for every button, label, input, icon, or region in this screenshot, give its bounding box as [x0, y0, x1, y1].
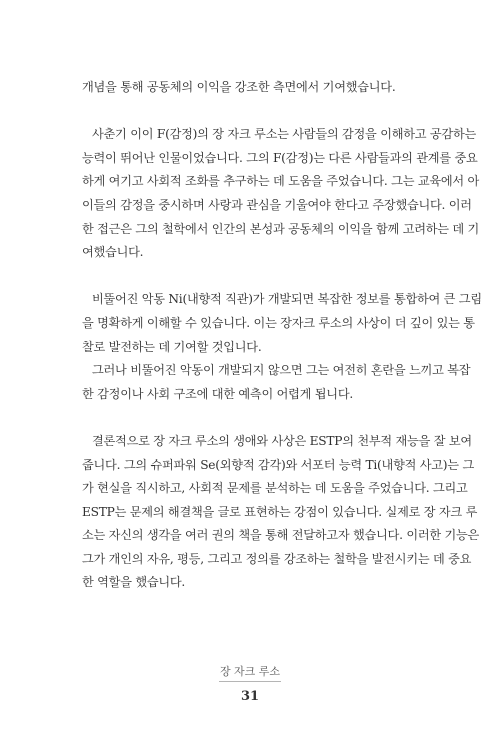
text-line: 결론적으로 장 자크 루소의 생애와 사상은 ESTP의 천부적 재능을 잘 보여 [92, 433, 472, 448]
text-line: 그가 개인의 자유, 평등, 그리고 정의를 강조하는 철학을 발전시키는 데 중요 [82, 551, 472, 566]
text-line: 개념을 통해 공동체의 이익을 강조한 측면에서 기여했습니다. [82, 80, 396, 94]
text-line: 가 현실을 직시하고, 사회적 문제를 분석하는 데 도움을 주었습니다. 그리고 [82, 481, 468, 496]
paragraph-gap [82, 100, 430, 124]
text-line: 한 감정이나 사회 구조에 대한 예측이 어렵게 됩니다. [82, 386, 353, 401]
paragraph [82, 123, 480, 265]
paragraph-gap [82, 406, 430, 430]
text-line: 비뚤어진 악동 Ni(내향적 직관)가 개발되면 복잡한 정보를 통합하여 큰 그림 [92, 292, 482, 307]
running-title: 장 자크 루소 [219, 665, 281, 678]
body-text [82, 76, 482, 595]
text-line: 줍니다. 그의 슈퍼파워 Se(외향적 감각)와 서포터 능력 Ti(내향적 사고)는 그 [82, 457, 474, 472]
text-line: 한 접근은 그의 철학에서 인간의 본성과 공동체의 이익을 함께 고려하는 데 기 [82, 221, 480, 236]
text-line: 사춘기 이이 F(감정)의 장 자크 루소는 사람들의 감정을 이해하고 공감하는 [92, 127, 477, 142]
page-number: 31 [240, 689, 260, 704]
text-line: 이들의 감정을 중시하며 사랑과 관심을 기울여야 한다고 주장했습니다. 이러 [82, 197, 472, 212]
text-line: 하게 여기고 사회적 조화를 추구하는 데 도움을 주었습니다. 그는 교육에서 아 [82, 174, 480, 189]
text-line: 능력이 뛰어난 인물이었습니다. 그의 F(감정)는 다른 사람들과의 관계를 중요 [82, 150, 478, 165]
text-line: ESTP는 문제의 해결책을 글로 표현하는 강점이 있습니다. 실제로 장 자크 루 [82, 504, 478, 519]
paragraph [82, 359, 471, 406]
paragraph [82, 288, 482, 359]
text-line: 한 역할을 했습니다. [82, 575, 186, 590]
paragraph [82, 430, 480, 595]
text-line: 을 명확하게 이해할 수 있습니다. 이는 장자크 루소의 사상이 더 깊이 있는 통 [82, 315, 475, 330]
paragraph-gap [82, 265, 430, 289]
text-line: 여했습니다. [82, 245, 144, 260]
text-line: 그러나 비뚤어진 악동이 개발되지 않으면 그는 여전히 혼란을 느끼고 복잡 [92, 363, 471, 378]
text-line: 찰로 발전하는 데 기여할 것입니다. [82, 339, 262, 354]
paragraph [82, 76, 430, 100]
text-line: 소는 자신의 생각을 여러 권의 책을 통해 전달하고자 했습니다. 이러한 기능은 [82, 528, 480, 543]
footer-divider [219, 681, 281, 682]
